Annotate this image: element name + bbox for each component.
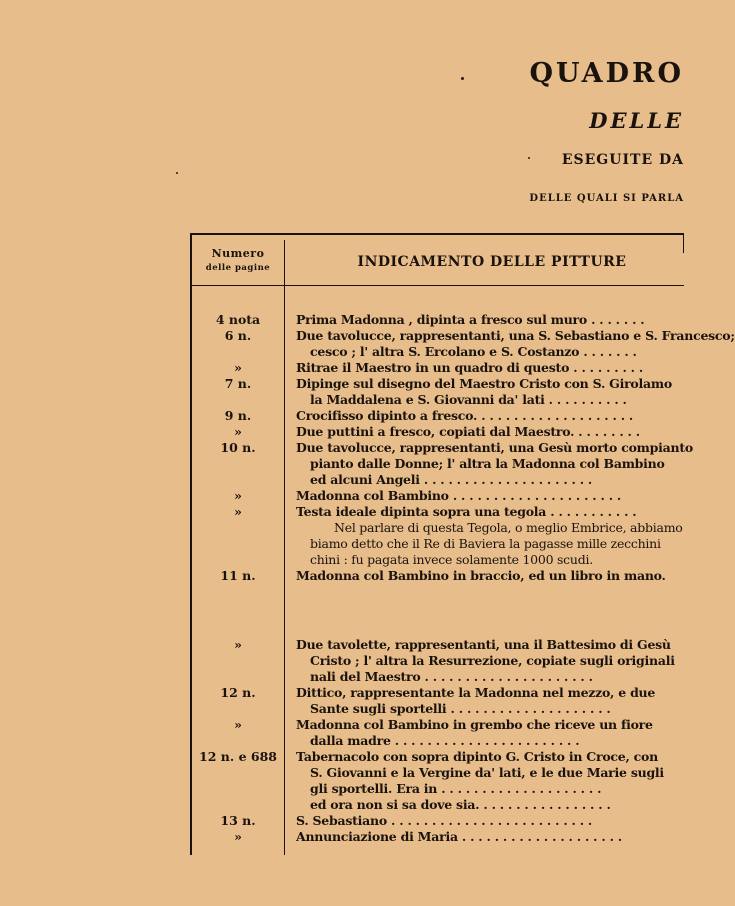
page-number-cell: 9 n. [224, 408, 252, 423]
stray-mark [176, 172, 178, 174]
painting-description-cell [296, 685, 684, 717]
page-number-cell: » [234, 717, 242, 732]
page-number-cell: » [234, 829, 242, 844]
description-line: S. Sebastiano . . . . . . . . . . . . . . . . . . . . . . . . . [296, 813, 593, 828]
table-header-rule [192, 285, 684, 286]
description-line: Due tavolette, rappresentanti, una il Battesimo di Gesù [296, 637, 671, 652]
description-line: pianto dalle Donne; l' altra la Madonna col Bambino [310, 456, 665, 471]
description-line: Nel parlare di questa Tegola, o meglio Embrice, abbiamo [334, 520, 683, 535]
description-line: Due tavolucce, rappresentanti, una S. Sebastiano e S. Francesco; [296, 328, 735, 343]
stray-mark [528, 157, 530, 159]
painting-description-cell [296, 360, 684, 376]
description-line: chini : fu pagata invece solamente 1000 scudi. [310, 552, 593, 567]
page-number-cell: 12 n. [220, 685, 256, 700]
description-line: cesco ; l' altra S. Ercolano e S. Costanzo . . . . . . . [310, 344, 637, 359]
painting-description-cell [296, 637, 684, 685]
page-number-cell: 6 n. [224, 328, 252, 343]
description-line: Madonna col Bambino in grembo che riceve un fiore [296, 717, 653, 732]
table-top-rule [190, 233, 684, 235]
painting-description-cell [296, 829, 684, 845]
page-number-cell: » [234, 504, 242, 519]
column-header-number-line1: Numero [211, 247, 265, 260]
page-number-cell: » [234, 488, 242, 503]
painting-description-cell [296, 408, 684, 424]
painting-description-cell [296, 749, 684, 813]
page-number-cell: 4 nota [215, 312, 261, 327]
description-line: nali del Maestro . . . . . . . . . . . . . . . . . . . . . [310, 669, 593, 684]
table-right-rule [683, 233, 684, 253]
description-line: Annunciazione di Maria . . . . . . . . . . . . . . . . . . . . [296, 829, 622, 844]
description-line: ed alcuni Angeli . . . . . . . . . . . . . . . . . . . . . [310, 472, 593, 487]
description-line: ed ora non si sa dove sia. . . . . . . . . . . . . . . . . [310, 797, 611, 812]
painting-description-cell [296, 813, 684, 829]
page-number-cell: 7 n. [224, 376, 252, 391]
description-line: Ritrae il Maestro in un quadro di questo . . . . . . . . . [296, 360, 643, 375]
page-subtitle: DELLE [589, 108, 684, 133]
page-number-cell: » [234, 637, 242, 652]
stray-mark [461, 77, 464, 80]
description-line: Madonna col Bambino in braccio, ed un libro in mano. [296, 568, 666, 583]
painting-description-cell [296, 328, 735, 360]
description-line: Dipinge sul disegno del Maestro Cristo con S. Girolamo [296, 376, 672, 391]
description-line: Testa ideale dipinta sopra una tegola . . . . . . . . . . . [296, 504, 637, 519]
description-line: gli sportelli. Era in . . . . . . . . . . . . . . . . . . . . [310, 781, 602, 796]
page-title: QUADRO [529, 58, 684, 89]
description-line: Cristo ; l' altra la Resurrezione, copiate sugli originali [310, 653, 675, 668]
page-subtitle-2: ESEGUITE DA [561, 152, 684, 168]
painting-description-cell [296, 424, 684, 440]
page-number-cell: » [234, 360, 242, 375]
painting-description-cell [296, 504, 684, 568]
page-subtitle-3: DELLE QUALI SI PARLA [529, 193, 684, 204]
column-header-number [192, 246, 284, 276]
page-number-cell: » [234, 424, 242, 439]
description-line: biamo detto che il Re di Baviera la pagasse mille zecchini [310, 536, 661, 551]
column-header-number-line2: delle pagine [205, 263, 271, 273]
description-line: Dittico, rappresentante la Madonna nel mezzo, e due [296, 685, 656, 700]
column-header-description: INDICAMENTO DELLE PITTURE [357, 254, 627, 270]
description-line: Prima Madonna , dipinta a fresco sul muro . . . . . . . [296, 312, 645, 327]
description-line: Crocifisso dipinto a fresco. . . . . . . . . . . . . . . . . . . . [296, 408, 634, 423]
description-line: Madonna col Bambino . . . . . . . . . . . . . . . . . . . . . [296, 488, 622, 503]
description-line: Due tavolucce, rappresentanti, una Gesù morto compianto [296, 440, 693, 455]
painting-description-cell [296, 488, 684, 504]
description-line: Tabernacolo con sopra dipinto G. Cristo in Croce, con [296, 749, 658, 764]
description-line: Sante sugli sportelli . . . . . . . . . . . . . . . . . . . . [310, 701, 611, 716]
page-number-cell: 12 n. e 688 [199, 749, 277, 764]
page-number-cell: 10 n. [220, 440, 256, 455]
table-column-divider [284, 240, 285, 855]
page-number-cell: 11 n. [220, 568, 256, 583]
painting-description-cell [296, 440, 693, 488]
description-line: dalla madre . . . . . . . . . . . . . . . . . . . . . . . [310, 733, 580, 748]
description-line: la Maddalena e S. Giovanni da' lati . . . . . . . . . . [310, 392, 627, 407]
painting-description-cell [296, 312, 684, 328]
description-line: Due puttini a fresco, copiati dal Maestro. . . . . . . . . [296, 424, 640, 439]
description-line: S. Giovanni e la Vergine da' lati, e le due Marie sugli [310, 765, 664, 780]
painting-description-cell [296, 568, 684, 584]
painting-description-cell [296, 717, 684, 749]
painting-description-cell [296, 376, 684, 408]
page-number-cell: 13 n. [220, 813, 256, 828]
